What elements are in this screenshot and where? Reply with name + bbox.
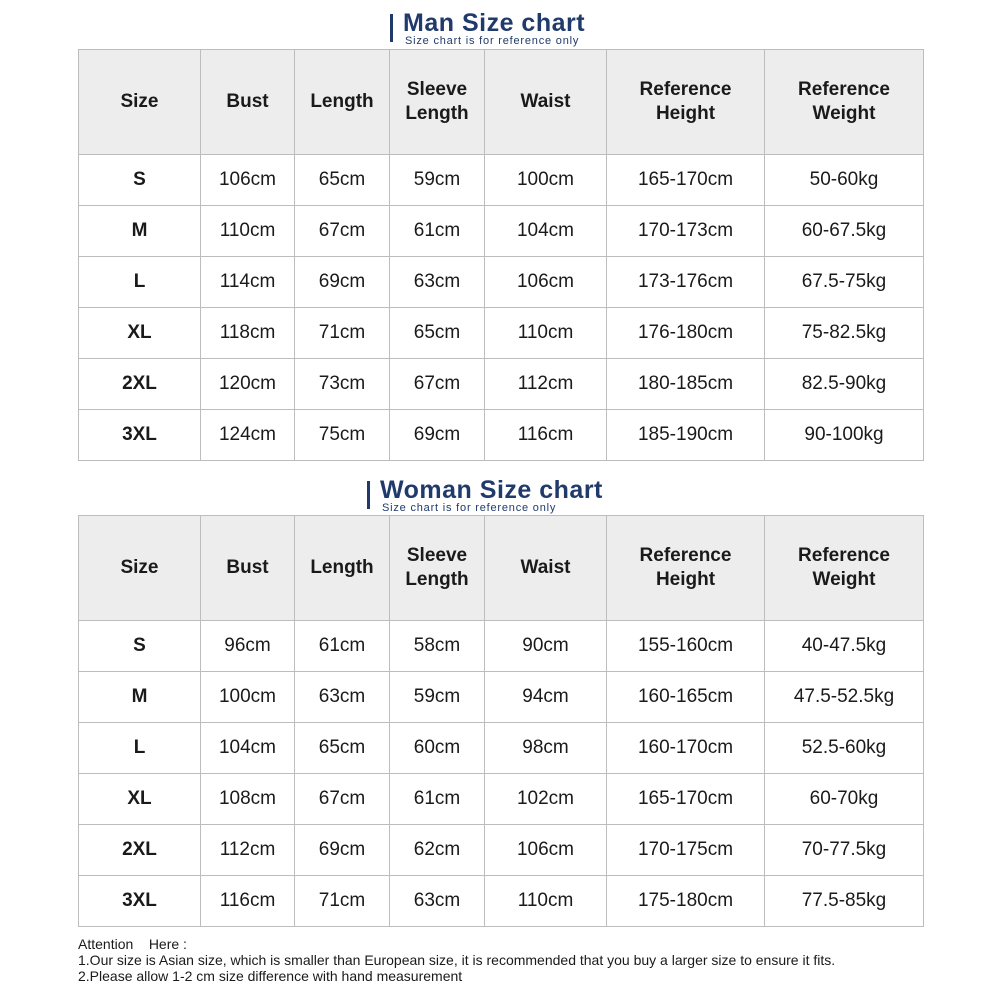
table-header-row xyxy=(79,516,924,621)
length-cell: 63cm xyxy=(295,672,390,723)
header-sleeve-length: Sleeve Length xyxy=(390,50,485,155)
length-cell: 65cm xyxy=(295,155,390,206)
size-cell: S xyxy=(79,621,201,672)
sleeve-cell: 59cm xyxy=(390,155,485,206)
height-cell: 155-160cm xyxy=(607,621,765,672)
weight-cell: 70-77.5kg xyxy=(765,825,924,876)
waist-cell: 100cm xyxy=(485,155,607,206)
man-subtitle: Size chart is for reference only xyxy=(405,35,580,47)
weight-cell: 47.5-52.5kg xyxy=(765,672,924,723)
header-reference-height: Reference Height xyxy=(607,516,765,621)
sleeve-cell: 60cm xyxy=(390,723,485,774)
sleeve-cell: 69cm xyxy=(390,410,485,461)
length-cell: 67cm xyxy=(295,206,390,257)
man-size-chart-title xyxy=(390,10,585,47)
notes-heading: Attention Here : xyxy=(78,936,187,952)
size-cell: 2XL xyxy=(79,825,201,876)
length-cell: 65cm xyxy=(295,723,390,774)
waist-cell: 90cm xyxy=(485,621,607,672)
sleeve-cell: 62cm xyxy=(390,825,485,876)
size-cell: XL xyxy=(79,308,201,359)
height-cell: 165-170cm xyxy=(607,774,765,825)
length-cell: 73cm xyxy=(295,359,390,410)
size-cell: 3XL xyxy=(79,410,201,461)
height-cell: 160-165cm xyxy=(607,672,765,723)
header-length: Length xyxy=(295,516,390,621)
woman-size-chart-title xyxy=(367,477,603,514)
sleeve-cell: 61cm xyxy=(390,774,485,825)
height-cell: 170-175cm xyxy=(607,825,765,876)
bust-cell: 114cm xyxy=(201,257,295,308)
header-bust: Bust xyxy=(201,516,295,621)
length-cell: 61cm xyxy=(295,621,390,672)
waist-cell: 104cm xyxy=(485,206,607,257)
table-row xyxy=(79,774,924,825)
woman-subtitle: Size chart is for reference only xyxy=(382,502,557,514)
height-cell: 160-170cm xyxy=(607,723,765,774)
weight-cell: 77.5-85kg xyxy=(765,876,924,927)
size-cell: L xyxy=(79,257,201,308)
length-cell: 69cm xyxy=(295,257,390,308)
height-cell: 180-185cm xyxy=(607,359,765,410)
size-cell: 3XL xyxy=(79,876,201,927)
size-cell: XL xyxy=(79,774,201,825)
weight-cell: 67.5-75kg xyxy=(765,257,924,308)
sleeve-cell: 65cm xyxy=(390,308,485,359)
waist-cell: 94cm xyxy=(485,672,607,723)
height-cell: 175-180cm xyxy=(607,876,765,927)
table-row xyxy=(79,672,924,723)
sleeve-cell: 63cm xyxy=(390,257,485,308)
length-cell: 71cm xyxy=(295,876,390,927)
weight-cell: 60-70kg xyxy=(765,774,924,825)
waist-cell: 106cm xyxy=(485,825,607,876)
sleeve-cell: 67cm xyxy=(390,359,485,410)
bust-cell: 108cm xyxy=(201,774,295,825)
bust-cell: 100cm xyxy=(201,672,295,723)
height-cell: 170-173cm xyxy=(607,206,765,257)
man-title: Man Size chart xyxy=(403,9,586,37)
height-cell: 176-180cm xyxy=(607,308,765,359)
size-cell: S xyxy=(79,155,201,206)
length-cell: 69cm xyxy=(295,825,390,876)
header-length: Length xyxy=(295,50,390,155)
table-row xyxy=(79,359,924,410)
table-row xyxy=(79,723,924,774)
table-row xyxy=(79,206,924,257)
sleeve-cell: 63cm xyxy=(390,876,485,927)
weight-cell: 50-60kg xyxy=(765,155,924,206)
table-header-row xyxy=(79,50,924,155)
header-reference-height: Reference Height xyxy=(607,50,765,155)
header-waist: Waist xyxy=(485,516,607,621)
table-row xyxy=(79,155,924,206)
woman-size-table xyxy=(78,515,924,927)
waist-cell: 110cm xyxy=(485,876,607,927)
table-row xyxy=(79,257,924,308)
bust-cell: 112cm xyxy=(201,825,295,876)
bust-cell: 116cm xyxy=(201,876,295,927)
waist-cell: 112cm xyxy=(485,359,607,410)
bust-cell: 124cm xyxy=(201,410,295,461)
waist-cell: 98cm xyxy=(485,723,607,774)
title-accent-bar xyxy=(390,14,393,42)
sleeve-cell: 61cm xyxy=(390,206,485,257)
bust-cell: 120cm xyxy=(201,359,295,410)
table-row xyxy=(79,308,924,359)
bust-cell: 110cm xyxy=(201,206,295,257)
waist-cell: 102cm xyxy=(485,774,607,825)
header-reference-weight: Reference Weight xyxy=(765,50,924,155)
bust-cell: 118cm xyxy=(201,308,295,359)
bust-cell: 96cm xyxy=(201,621,295,672)
bust-cell: 106cm xyxy=(201,155,295,206)
size-cell: M xyxy=(79,672,201,723)
header-size: Size xyxy=(79,50,201,155)
length-cell: 75cm xyxy=(295,410,390,461)
table-row xyxy=(79,825,924,876)
height-cell: 165-170cm xyxy=(607,155,765,206)
table-row xyxy=(79,876,924,927)
waist-cell: 110cm xyxy=(485,308,607,359)
waist-cell: 116cm xyxy=(485,410,607,461)
header-reference-weight: Reference Weight xyxy=(765,516,924,621)
weight-cell: 52.5-60kg xyxy=(765,723,924,774)
weight-cell: 40-47.5kg xyxy=(765,621,924,672)
height-cell: 185-190cm xyxy=(607,410,765,461)
man-size-table xyxy=(78,49,924,461)
table-row xyxy=(79,410,924,461)
size-cell: M xyxy=(79,206,201,257)
size-cell: L xyxy=(79,723,201,774)
length-cell: 67cm xyxy=(295,774,390,825)
weight-cell: 60-67.5kg xyxy=(765,206,924,257)
attention-notes xyxy=(78,936,835,984)
sleeve-cell: 59cm xyxy=(390,672,485,723)
waist-cell: 106cm xyxy=(485,257,607,308)
length-cell: 71cm xyxy=(295,308,390,359)
header-sleeve-length: Sleeve Length xyxy=(390,516,485,621)
header-bust: Bust xyxy=(201,50,295,155)
weight-cell: 90-100kg xyxy=(765,410,924,461)
notes-line-2: 2.Please allow 1-2 cm size difference with hand measurement xyxy=(78,968,463,984)
woman-title: Woman Size chart xyxy=(380,476,603,504)
header-size: Size xyxy=(79,516,201,621)
table-row xyxy=(79,621,924,672)
sleeve-cell: 58cm xyxy=(390,621,485,672)
weight-cell: 82.5-90kg xyxy=(765,359,924,410)
size-cell: 2XL xyxy=(79,359,201,410)
title-accent-bar xyxy=(367,481,370,509)
notes-line-1: 1.Our size is Asian size, which is smaller than European size, it is recommended that you buy a larger size to ensure it fits. xyxy=(78,952,836,968)
bust-cell: 104cm xyxy=(201,723,295,774)
height-cell: 173-176cm xyxy=(607,257,765,308)
weight-cell: 75-82.5kg xyxy=(765,308,924,359)
header-waist: Waist xyxy=(485,50,607,155)
